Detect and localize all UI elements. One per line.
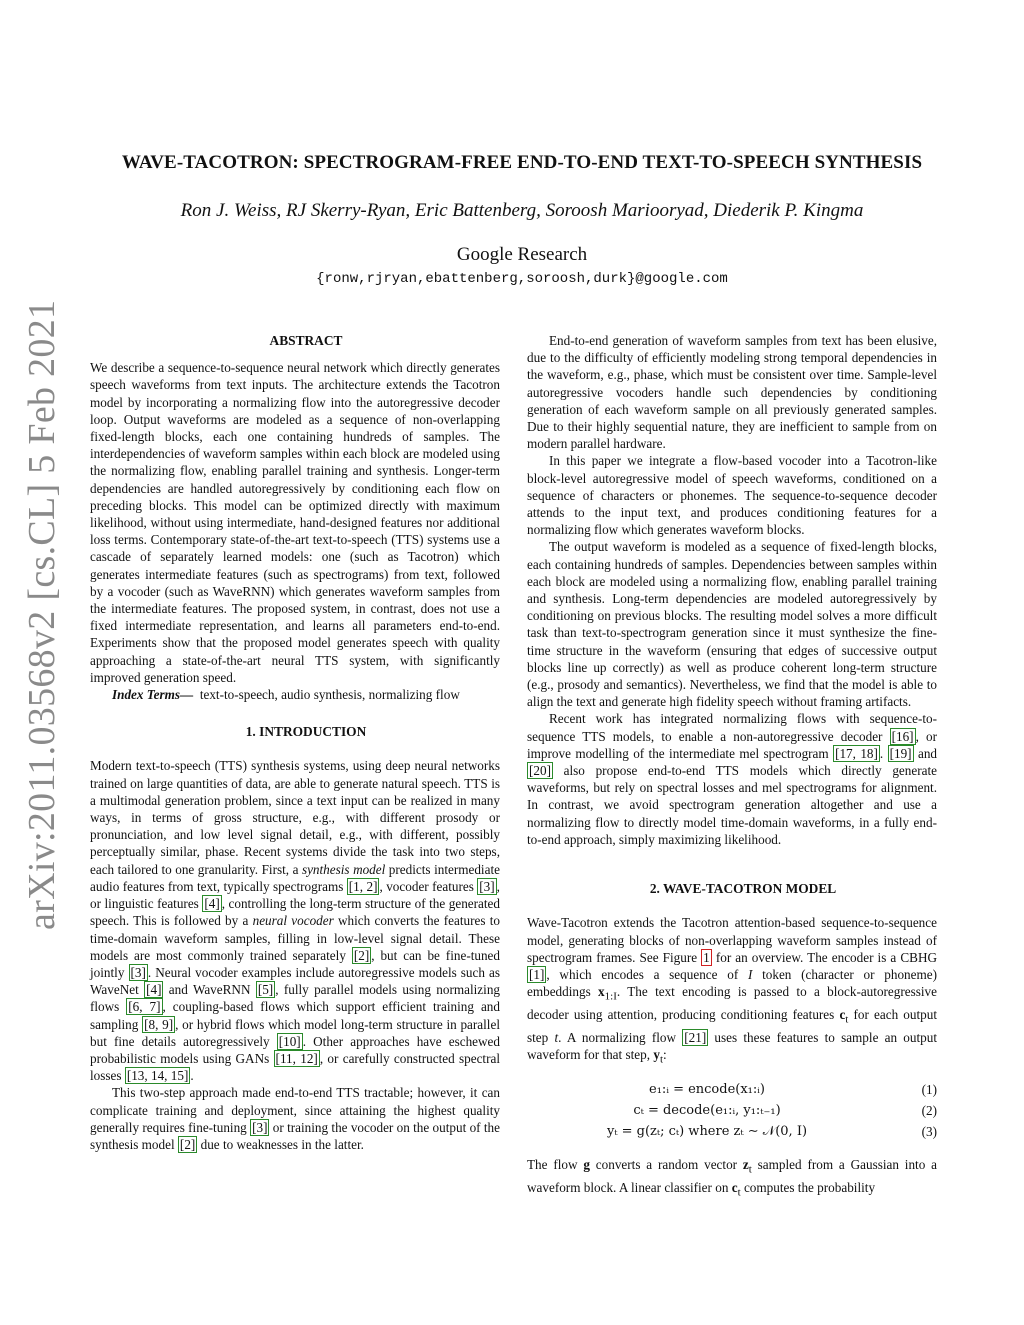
index-terms-label: Index Terms— bbox=[112, 687, 194, 703]
arxiv-identifier: arXiv:2011.03568v2 [cs.CL] 5 Feb 2021 bbox=[21, 299, 63, 930]
citation-link[interactable]: [6, 7] bbox=[128, 999, 161, 1015]
citation-link[interactable]: [16] bbox=[891, 728, 914, 744]
index-terms bbox=[90, 686, 500, 703]
section-2-continuation: The flow g converts a random vector $z_t$ sampled from a Gaussian into a waveform block. A linear classifier on $c_t$ computes the probability bbox=[527, 1157, 937, 1199]
right-paragraph-4: Recent work has integrated normalizing flows with sequence-to-sequence TTS models, to enable a non-autoregressive decoder [16] , or improve modelling of the intermediate mel spectrogram [17, 18] . [19] and [20] also propose end-to-end TTS models which directly generate waveforms, but rely on spectral losses and mel spectrograms for alignment. In contrast, we avoid spectrogram generation altogether and use a normalizing flow to directly model time-domain waveforms, in a fully end-to-end approach, simply maximizing likelihood. bbox=[527, 711, 938, 847]
equation-2-expr: cₜ = decode(e₁:ᵢ, y₁:ₜ₋₁) bbox=[633, 1103, 781, 1119]
citation-link[interactable]: [17, 18] bbox=[835, 745, 878, 761]
abstract-text: We describe a sequence-to-sequence neural network which directly generates speech waveforms from text inputs. The architecture extends the Tacotron model by incorporating a normalizing flow into the autoregressive decoder loop. Output waveforms are modeled as a sequence of non-overlapping fixed-length blocks, each one containing hundreds of samples. The interdependencies of waveform samples within each block are modeled using the normalizing flow, enabling parallel training and synthesis. Longer-term dependencies are handled autoregressively by conditioning each flow on preceding blocks. This model can be optimized directly with maximum likelihood, without using intermediate, hand-designed features nor additional loss terms. Contemporary state-of-the-art text-to-speech (TTS) systems use a cascade of separately learned models: one (such as Tacotron) which generates intermediate features (such as spectrograms) from text, followed by a vocoder (such as WaveRNN) which generates waveform samples from the intermediate features. The proposed system, in contrast, does not use a fixed intermediate representation, and learns all parameters end-to-end. Experiments show that the proposed model generates speech with quality approaching a state-of-the-art neural TTS system, with significantly improved generation speed. bbox=[90, 360, 500, 685]
citation-link[interactable]: [3] bbox=[130, 964, 146, 980]
citation-link[interactable]: [4] bbox=[204, 896, 220, 912]
citation-link[interactable]: [1, 2] bbox=[348, 878, 378, 894]
citation-link[interactable]: [20] bbox=[529, 763, 551, 779]
affiliation: Google Research bbox=[456, 244, 588, 265]
right-paragraph-1: End-to-end generation of waveform samples from text has been elusive, due to the difficulty of efficiently modeling strong temporal dependencies in the waveform, e.g., phase, which must be consistent over time. Sample-level autoregressive vocoders handle such dependencies by conditioning generation of each waveform sample on all previously generated samples. Due to their highly sequential nature, they are inefficient to sample from on modern parallel hardware. bbox=[527, 333, 937, 452]
citation-link[interactable]: [5] bbox=[257, 982, 274, 998]
citation-link[interactable]: [2] bbox=[353, 947, 370, 963]
equation-3-number: (3) bbox=[921, 1124, 937, 1140]
citation-link[interactable]: [13, 14, 15] bbox=[126, 1068, 189, 1084]
intro-paragraph-2: This two-step approach made end-to-end TTS tractable; however, it can complicate training and deployment, since attaining the highest quality generally requires fine-tuning [3] or training the vocoder on the output of the synthesis model [2] due to weaknesses in the latter. bbox=[90, 1085, 500, 1152]
equation-1-number: (1) bbox=[921, 1081, 937, 1097]
left-column bbox=[90, 332, 500, 1153]
citation-link[interactable]: [3] bbox=[479, 878, 495, 894]
right-paragraph-2: In this paper we integrate a flow-based vocoder into a Tacotron-like block-level autoregressive model of speech waveforms, conditioned on a sequence of characters or phonemes. The sequence-to-sequence decoder attends to the input text, and produces conditioning features for a normalizing flow which generates waveform blocks. bbox=[527, 453, 937, 538]
citation-link[interactable]: [3] bbox=[252, 1119, 268, 1135]
citation-link[interactable]: [21] bbox=[684, 1029, 707, 1045]
citation-link[interactable]: [4] bbox=[146, 982, 162, 998]
paper-title: WAVE-TACOTRON: SPECTROGRAM-FREE END-TO-END TEXT-TO-SPEECH SYNTHESIS bbox=[121, 152, 923, 173]
citation-link[interactable]: [19] bbox=[889, 745, 912, 761]
equation-3 bbox=[527, 1123, 937, 1140]
section-2-heading: 2. WAVE-TACOTRON MODEL bbox=[649, 881, 837, 897]
section-2-paragraph: Wave-Tacotron extends the Tacotron attention-based sequence-to-sequence model, generating blocks of non-overlapping waveform samples instead of spectrogram frames. See Figure 1 for an overview. The encoder is a CBHG [1] , which encodes a sequence of I token (character or phoneme) embeddings $x_{1:I}$. The text encoding is passed to a block-autoregressive decoder using attention, producing conditioning features $c_t$ for each output step t. A normalizing flow [21] uses these features to sample an output waveform for that step, $y_t$: bbox=[527, 915, 938, 1066]
equation-3-expr: yₜ = g(zₜ; cₜ) where zₜ ∼ 𝒩(0, I) bbox=[606, 1124, 808, 1140]
abstract-heading: ABSTRACT bbox=[269, 333, 343, 348]
equation-2-number: (2) bbox=[921, 1103, 937, 1119]
figure-link[interactable]: 1 bbox=[703, 949, 710, 965]
citation-link[interactable]: [11, 12] bbox=[275, 1050, 318, 1066]
intro-paragraph-1: Modern text-to-speech (TTS) synthesis systems, using deep neural networks trained on large quantities of data, are able to generate natural speech. TTS is a multimodal generation problem, since a text input can be realized in many ways, in terms of gross structure, e.g., with different prosody or pronunciation, and low level signal detail, e.g., with different, possibly perceptually similar, phase. Recent systems divide the task into two steps, each tailored to one granularity. First, a synthesis model predicts intermediate audio features from text, typically spectrograms [1, 2] , vocoder features [3] , or linguistic features [4] , controlling the long-term structure of the generated speech. This is followed by a neural vocoder which converts the features to time-domain waveform samples, filling in low-level signal detail. These models are most commonly trained separately [2] , but can be fine-tuned jointly [3] . Neural vocoder examples include autoregressive models such as WaveNet [4] and WaveRNN [5] , fully parallel models using normalizing flows [6, 7] , coupling-based flows which support efficient training and sampling [8, 9] , or hybrid flows which model long-term structure in parallel but fine details autoregressively [10] . Other approaches have eschewed probabilistic models using GANs [11, 12] , or carefully constructed spectral losses [13, 14, 15] . bbox=[90, 758, 501, 1084]
citation-link[interactable]: [10] bbox=[278, 1033, 301, 1049]
equation-1 bbox=[527, 1081, 937, 1098]
right-paragraph-3: The output waveform is modeled as a sequence of fixed-length blocks, each containing hundreds of samples. Dependencies between samples within each block are modeled using a normalizing flow, enabling parallel training and synthesis. Long-term dependencies are modeled autoregressively by conditioning on previous blocks. The resulting model solves a more difficult task than text-to-spectrogram generation since it must synthesize the fine-time structure in the waveform (ensuring that edges of successive output blocks line up correctly) as well as produce coherent long-term structure (e.g., prosody and semantics). Nevertheless, we find that the model is able to align the text and generate high fidelity speech without framing artifacts. bbox=[527, 539, 937, 710]
right-column bbox=[527, 332, 937, 1202]
citation-link[interactable]: [8, 9] bbox=[144, 1016, 174, 1032]
equation-1-expr: e₁:ᵢ = encode(x₁:ᵢ) bbox=[649, 1081, 765, 1097]
citation-link[interactable]: [1] bbox=[529, 966, 545, 982]
author-list: Ron J. Weiss, RJ Skerry-Ryan, Eric Battenberg, Soroosh Mariooryad, Diederik P. Kingma bbox=[180, 200, 864, 221]
author-emails: {ronw,rjryan,ebattenberg,soroosh,durk}@google.com bbox=[316, 271, 728, 287]
index-terms-value: text-to-speech, audio synthesis, normalizing flow bbox=[199, 687, 460, 703]
introduction-heading: 1. INTRODUCTION bbox=[245, 724, 367, 740]
citation-link[interactable]: [2] bbox=[179, 1136, 196, 1152]
equation-2 bbox=[527, 1102, 937, 1119]
